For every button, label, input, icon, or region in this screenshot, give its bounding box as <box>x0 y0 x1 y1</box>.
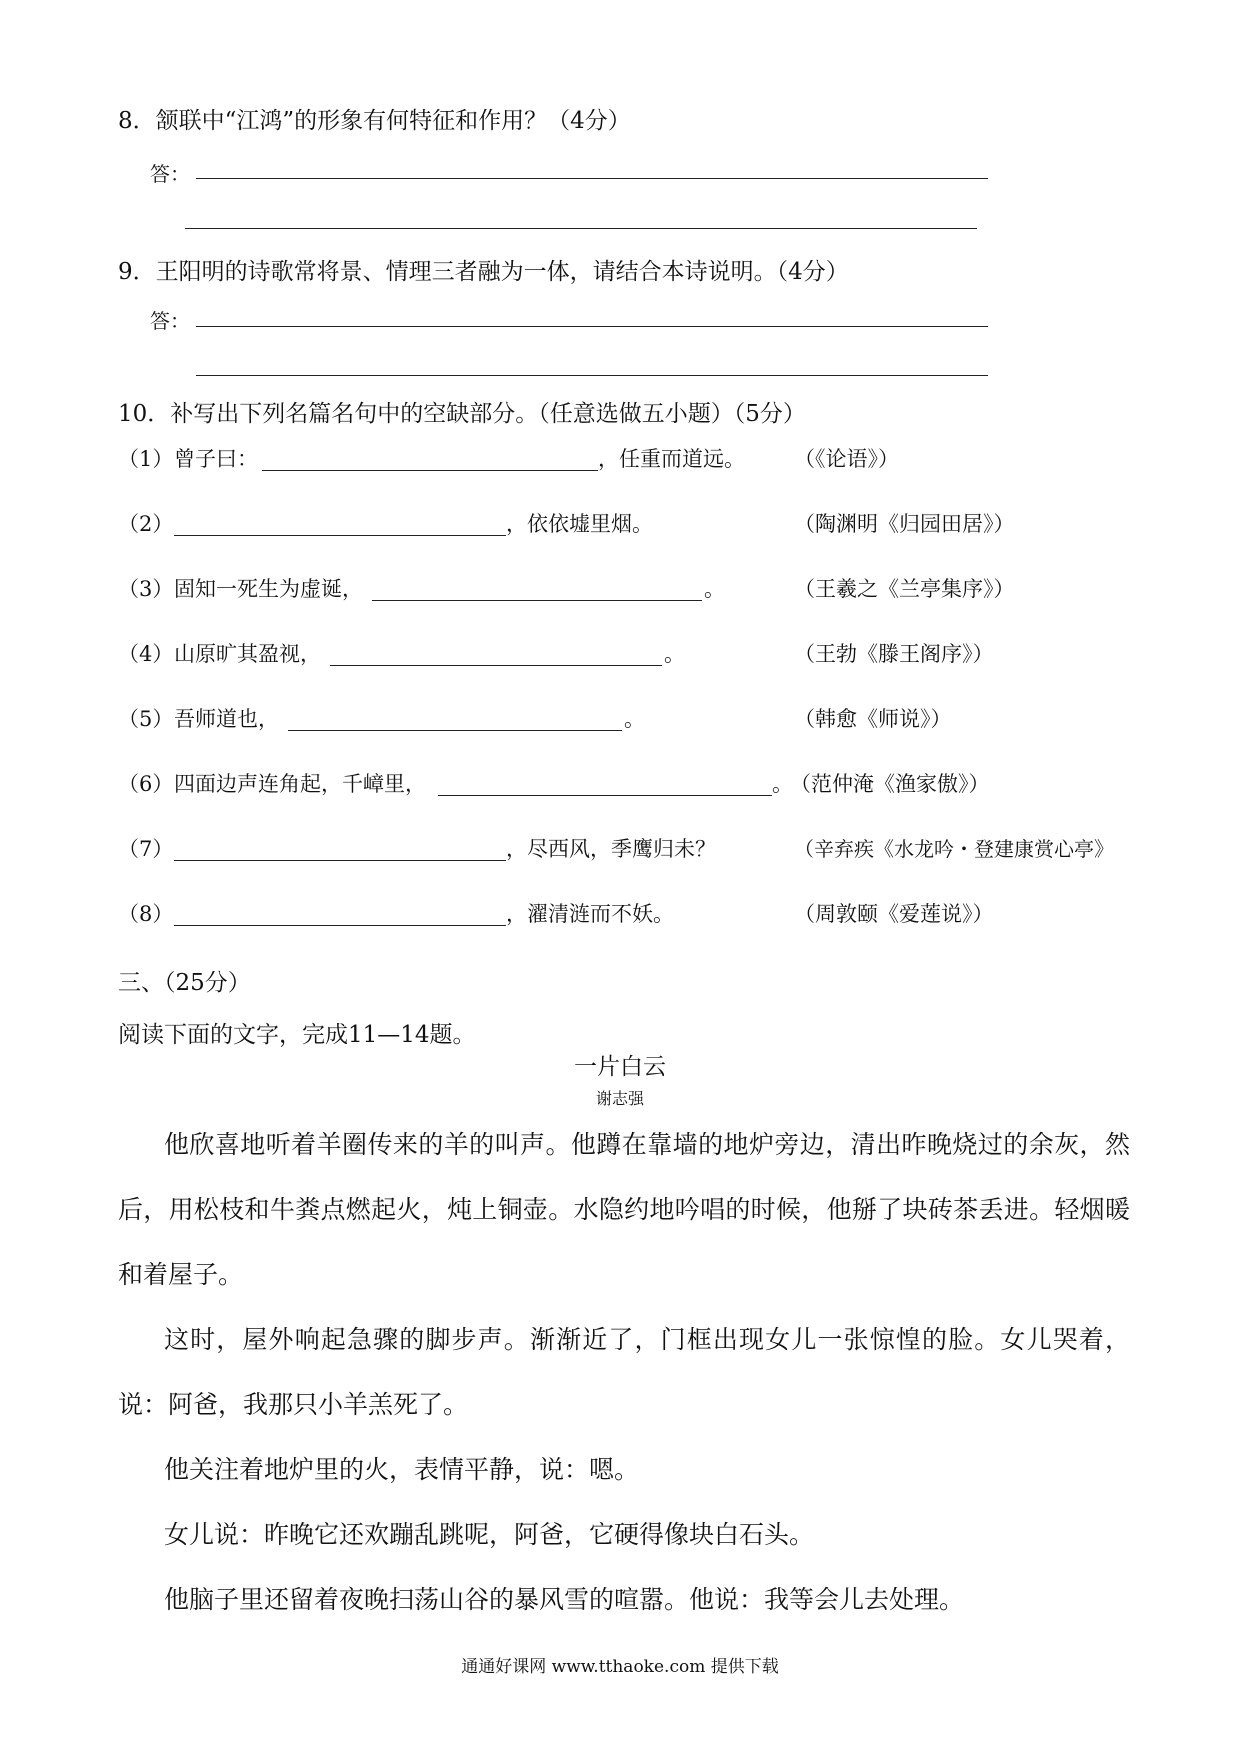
item-number: （6） <box>118 772 174 796</box>
item-number: （2） <box>118 512 174 536</box>
item-text-after: 。 <box>624 707 645 731</box>
fill-blank <box>438 795 772 796</box>
fill-blank <box>262 470 598 471</box>
answer-line <box>196 375 988 376</box>
fill-blank <box>174 925 506 926</box>
story-paragraph: 他欣喜地听着羊圈传来的羊的叫声。他蹲在靠墙的地炉旁边，清出昨晚烧过的余灰，然后，用松枝和牛粪点燃起火，炖上铜壶。水隐约地吟唱的时候，他掰了块砖茶丢进。轻烟暖和着屋子。 <box>118 1130 1130 1289</box>
fill-item-8 <box>118 898 1130 932</box>
item-number: （8） <box>118 902 174 926</box>
story-paragraph: 这时，屋外响起急骤的脚步声。渐渐近了，门框出现女儿一张惊惶的脸。女儿哭着，说：阿爸，我那只小羊羔死了。 <box>118 1325 1130 1419</box>
fill-blank <box>288 730 622 731</box>
item-text-after: ，依依墟里烟。 <box>506 512 653 536</box>
item-text-before: 四面边声连角起，千嶂里， <box>174 772 426 796</box>
item-text-before: 曾子曰： <box>174 447 258 471</box>
item-source: （王羲之《兰亭集序》） <box>794 577 1015 601</box>
story-paragraph: 他脑子里还留着夜晚扫荡山谷的暴风雪的喧嚣。他说：我等会儿去处理。 <box>164 1585 965 1614</box>
story-title: 一片白云 <box>574 1054 666 1080</box>
answer-line <box>196 326 988 327</box>
item-number: （4） <box>118 642 174 666</box>
item-text-after: 。 <box>704 577 725 601</box>
item-number: （1） <box>118 447 174 471</box>
item-source: （辛弃疾《水龙吟・登建康赏心亭》 <box>794 837 1114 861</box>
item-text-after: ，尽西风，季鹰归未？ <box>506 837 716 861</box>
item-text-before: 山原旷其盈视， <box>174 642 321 666</box>
question-10: 10．补写出下列名篇名句中的空缺部分。（任意选做五小题）（5分） <box>118 401 806 427</box>
story-paragraph: 女儿说：昨晚它还欢蹦乱跳呢，阿爸，它硬得像块白石头。 <box>164 1520 815 1549</box>
section-heading: 三、（25分） <box>118 970 251 996</box>
item-text-after: 。 <box>664 642 685 666</box>
question-9: 9．王阳明的诗歌常将景、情理三者融为一体，请结合本诗说明。（4分） <box>118 259 849 285</box>
item-number: （5） <box>118 707 174 731</box>
fill-blank <box>330 665 662 666</box>
question-8: 8．颔联中“江鸿”的形象有何特征和作用？（4分） <box>118 108 631 134</box>
fill-blank <box>174 535 506 536</box>
fill-item-7 <box>118 833 1130 867</box>
item-source: （《论语》） <box>794 447 899 471</box>
story-author: 谢志强 <box>595 1089 644 1108</box>
item-number: （7） <box>118 837 174 861</box>
section-instruction: 阅读下面的文字，完成11—14题。 <box>118 1022 476 1048</box>
fill-item-1 <box>118 443 1130 477</box>
answer-line <box>185 228 977 229</box>
item-source: （周敦颐《爱莲说》） <box>794 902 994 926</box>
fill-blank <box>372 600 702 601</box>
story-paragraph: 他关注着地炉里的火，表情平静，说：嗯。 <box>164 1455 640 1484</box>
item-text-after: ，任重而道远。 <box>598 447 745 471</box>
fill-item-5 <box>118 703 1130 737</box>
answer-label-8: 答： <box>150 162 190 186</box>
fill-item-4 <box>118 638 1130 672</box>
item-source: （范仲淹《渔家傲》） <box>790 772 990 796</box>
item-text-after: 。 <box>772 772 793 796</box>
item-source: （陶渊明《归园田居》） <box>794 512 1015 536</box>
fill-blank <box>174 860 506 861</box>
item-text-before: 吾师道也， <box>174 707 279 731</box>
item-number: （3） <box>118 577 174 601</box>
page-footer: 通通好课网 www.tthaoke.com 提供下载 <box>461 1657 779 1677</box>
item-source: （王勃《滕王阁序》） <box>794 642 994 666</box>
answer-line <box>196 178 988 179</box>
answer-label-9: 答： <box>150 309 190 333</box>
item-source: （韩愈《师说》） <box>794 707 952 731</box>
fill-item-3 <box>118 573 1130 607</box>
fill-item-2 <box>118 508 1130 542</box>
fill-item-6 <box>118 768 1130 802</box>
item-text-after: ，濯清涟而不妖。 <box>506 902 674 926</box>
item-text-before: 固知一死生为虚诞， <box>174 577 363 601</box>
